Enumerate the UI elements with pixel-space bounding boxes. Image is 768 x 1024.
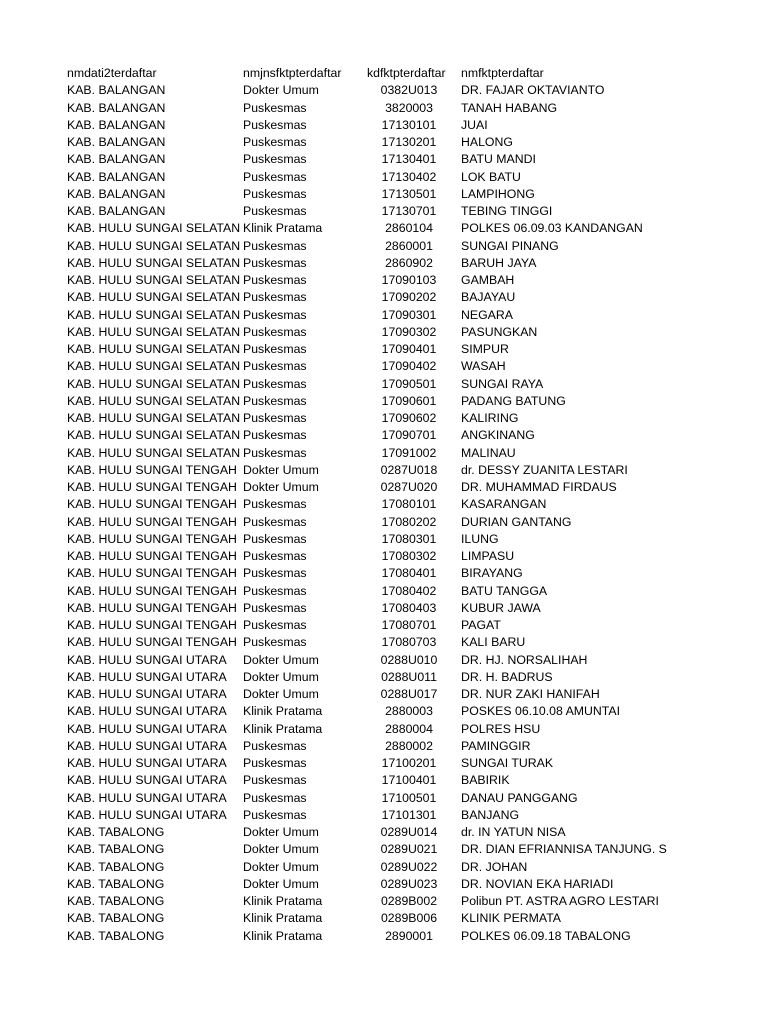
district-cell[interactable]: KAB. HULU SUNGAI SELATAN: [67, 393, 241, 408]
table-row: [67, 289, 757, 306]
facility-name-cell[interactable]: MALINAU: [461, 445, 516, 460]
district-cell[interactable]: KAB. TABALONG: [67, 825, 165, 839]
table-row: [67, 876, 757, 893]
facility-name-cell[interactable]: JUAI: [461, 117, 488, 132]
facility-code-cell[interactable]: 17080403: [381, 600, 437, 615]
facility-code-cell[interactable]: 17080302: [381, 549, 437, 563]
district-cell[interactable]: KAB. HULU SUNGAI UTARA: [67, 756, 227, 770]
facility-name-cell[interactable]: LOK BATU: [461, 169, 521, 184]
facility-code-cell[interactable]: 17090701: [381, 428, 437, 443]
facility-type-cell[interactable]: Puskesmas: [243, 342, 307, 356]
facility-type-cell[interactable]: Dokter Umum: [243, 825, 319, 839]
facility-code-cell[interactable]: 17090402: [381, 359, 437, 374]
district-cell[interactable]: KAB. HULU SUNGAI UTARA: [67, 773, 227, 788]
facility-code-cell[interactable]: 17080701: [381, 618, 437, 632]
district-cell[interactable]: KAB. BALANGAN: [67, 135, 166, 149]
facility-type-cell[interactable]: Puskesmas: [243, 273, 307, 287]
table-row: [67, 652, 757, 669]
district-cell[interactable]: KAB. HULU SUNGAI SELATAN: [67, 359, 241, 374]
facility-type-cell[interactable]: Puskesmas: [243, 428, 307, 443]
table-row: [67, 134, 757, 151]
facility-name-cell[interactable]: POLKES 06.09.03 KANDANGAN: [461, 221, 643, 236]
table-row: [67, 859, 757, 876]
facility-code-cell[interactable]: 17130701: [381, 204, 437, 218]
facility-type-cell[interactable]: Puskesmas: [243, 376, 307, 391]
table-row: [67, 721, 757, 738]
facility-code-cell[interactable]: 17100401: [381, 773, 437, 788]
district-cell[interactable]: KAB. TABALONG: [67, 894, 165, 908]
table-row: [67, 410, 757, 427]
facility-name-cell[interactable]: DR. MUHAMMAD FIRDAUS: [461, 480, 617, 494]
facility-code-cell[interactable]: 17130101: [381, 117, 437, 132]
facility-type-cell[interactable]: Puskesmas: [243, 566, 307, 581]
facility-code-cell[interactable]: 0288U017: [380, 687, 438, 701]
district-cell[interactable]: KAB. HULU SUNGAI TENGAH: [67, 635, 237, 650]
table-row: [67, 324, 757, 341]
facility-code-cell[interactable]: 0289U023: [380, 876, 438, 891]
facility-type-cell[interactable]: Puskesmas: [243, 514, 307, 529]
table-row: [67, 358, 757, 375]
table-row: [67, 548, 757, 565]
table-row: [67, 824, 757, 841]
facility-name-cell[interactable]: POLRES HSU: [461, 721, 541, 736]
table-row: [67, 531, 757, 548]
table-row: [67, 617, 757, 634]
district-cell[interactable]: KAB. BALANGAN: [67, 204, 166, 218]
header-kdfktpterdaftar[interactable]: kdfktpterdaftar: [367, 66, 446, 80]
district-cell[interactable]: KAB. HULU SUNGAI TENGAH: [67, 618, 237, 632]
facility-name-cell[interactable]: PASUNGKAN: [461, 324, 538, 339]
table-row: [67, 82, 757, 99]
facility-name-cell[interactable]: NEGARA: [461, 307, 513, 322]
facility-name-cell[interactable]: LAMPIHONG: [461, 186, 535, 201]
facility-name-cell[interactable]: BARUH JAYA: [461, 255, 537, 270]
facility-name-cell[interactable]: PAMINGGIR: [461, 738, 531, 753]
facility-code-cell[interactable]: 17090302: [381, 324, 437, 339]
district-cell[interactable]: KAB. HULU SUNGAI TENGAH: [67, 497, 237, 512]
facility-name-cell[interactable]: DURIAN GANTANG: [461, 514, 572, 529]
district-cell[interactable]: KAB. BALANGAN: [67, 152, 166, 167]
facility-name-cell[interactable]: PAGAT: [461, 618, 501, 632]
district-cell[interactable]: KAB. TABALONG: [67, 842, 165, 857]
facility-name-cell[interactable]: KLINIK PERMATA: [461, 911, 561, 926]
facility-code-cell[interactable]: 17090103: [381, 273, 437, 287]
district-cell[interactable]: KAB. HULU SUNGAI SELATAN: [67, 324, 241, 339]
facility-code-cell[interactable]: 17130501: [381, 186, 437, 201]
facility-code-cell[interactable]: 17130402: [381, 169, 437, 184]
facility-type-cell[interactable]: Dokter Umum: [243, 859, 319, 874]
table-row: [67, 583, 757, 600]
district-cell[interactable]: KAB. HULU SUNGAI SELATAN: [67, 255, 241, 270]
facility-name-cell[interactable]: DR. JOHAN: [461, 859, 528, 874]
facility-type-cell[interactable]: Puskesmas: [243, 100, 307, 115]
table-row: [67, 669, 757, 686]
facility-code-cell[interactable]: 17080402: [381, 583, 437, 598]
table-row: [67, 893, 757, 910]
facility-type-cell[interactable]: Puskesmas: [243, 583, 307, 598]
facility-type-cell[interactable]: Puskesmas: [243, 773, 307, 788]
table-row: [67, 514, 757, 531]
header-nmjnsfktpterdaftar[interactable]: nmjnsfktpterdaftar: [243, 66, 342, 80]
facility-type-cell[interactable]: Puskesmas: [243, 238, 307, 253]
facility-type-cell[interactable]: Puskesmas: [243, 169, 307, 184]
facility-name-cell[interactable]: KASARANGAN: [461, 497, 547, 512]
facility-name-cell[interactable]: KUBUR JAWA: [461, 600, 541, 615]
district-cell[interactable]: KAB. HULU SUNGAI TENGAH: [67, 583, 237, 598]
facility-name-cell[interactable]: DR. FAJAR OKTAVIANTO: [461, 83, 605, 98]
district-cell[interactable]: KAB. HULU SUNGAI UTARA: [67, 721, 227, 736]
district-cell[interactable]: KAB. HULU SUNGAI SELATAN: [67, 428, 241, 443]
district-cell[interactable]: KAB. HULU SUNGAI SELATAN: [67, 221, 241, 236]
facility-code-cell[interactable]: 17090202: [381, 290, 437, 305]
facility-name-cell[interactable]: KALIRING: [461, 411, 519, 425]
facility-code-cell[interactable]: 2890001: [385, 928, 433, 943]
facility-code-cell[interactable]: 17130201: [381, 135, 437, 149]
table-row: [67, 169, 757, 186]
table-row: [67, 565, 757, 582]
table-row: [67, 203, 757, 220]
facility-code-cell[interactable]: 17090301: [381, 307, 437, 322]
facility-name-cell[interactable]: Polibun PT. ASTRA AGRO LESTARI: [461, 894, 659, 908]
facility-name-cell[interactable]: ILUNG: [461, 531, 499, 546]
district-cell[interactable]: KAB. TABALONG: [67, 859, 165, 874]
facility-type-cell[interactable]: Klinik Pratama: [243, 721, 323, 736]
facility-type-cell[interactable]: Dokter Umum: [243, 876, 319, 891]
facility-name-cell[interactable]: DR. NOVIAN EKA HARIADI: [461, 876, 614, 891]
facility-type-cell[interactable]: Puskesmas: [243, 618, 307, 632]
facility-code-cell[interactable]: 17090501: [381, 376, 437, 391]
facility-code-cell[interactable]: 2860104: [385, 221, 433, 236]
facility-name-cell[interactable]: BATU TANGGA: [461, 583, 548, 598]
facility-name-cell[interactable]: TANAH HABANG: [461, 100, 558, 115]
table-row: [67, 910, 757, 927]
facility-code-cell[interactable]: 17090602: [381, 411, 437, 425]
table-row: [67, 151, 757, 168]
facility-code-cell[interactable]: 17101301: [381, 807, 437, 822]
facility-name-cell[interactable]: HALONG: [461, 135, 513, 149]
table-row: [67, 393, 757, 410]
district-cell[interactable]: KAB. HULU SUNGAI UTARA: [67, 669, 227, 684]
facility-name-cell[interactable]: POLKES 06.09.18 TABALONG: [461, 928, 631, 943]
district-cell[interactable]: KAB. TABALONG: [67, 876, 165, 891]
facility-code-cell[interactable]: 0289B006: [380, 911, 438, 926]
facility-type-cell[interactable]: Puskesmas: [243, 135, 307, 149]
facility-type-cell[interactable]: Puskesmas: [243, 549, 307, 563]
district-cell[interactable]: KAB. HULU SUNGAI UTARA: [67, 652, 227, 667]
facility-type-cell[interactable]: Puskesmas: [243, 152, 307, 167]
facility-name-cell[interactable]: DR. HJ. NORSALIHAH: [461, 652, 588, 667]
facility-type-cell[interactable]: Klinik Pratama: [243, 221, 323, 236]
facility-name-cell[interactable]: DR. NUR ZAKI HANIFAH: [461, 687, 600, 701]
facility-code-cell[interactable]: 0382U013: [380, 83, 438, 98]
district-cell[interactable]: KAB. BALANGAN: [67, 117, 166, 132]
facility-type-cell[interactable]: Puskesmas: [243, 635, 307, 650]
facility-name-cell[interactable]: SUNGAI PINANG: [461, 238, 559, 253]
facility-name-cell[interactable]: BABIRIK: [461, 773, 510, 788]
facility-type-cell[interactable]: Puskesmas: [243, 807, 307, 822]
table-row: [67, 462, 757, 479]
facility-type-cell[interactable]: Dokter Umum: [243, 83, 319, 98]
district-cell[interactable]: KAB. BALANGAN: [67, 169, 166, 184]
district-cell[interactable]: KAB. HULU SUNGAI UTARA: [67, 807, 227, 822]
district-cell[interactable]: KAB. HULU SUNGAI SELATAN: [67, 445, 241, 460]
facility-code-cell[interactable]: 2880002: [385, 738, 433, 753]
facility-type-cell[interactable]: Puskesmas: [243, 445, 307, 460]
facility-type-cell[interactable]: Puskesmas: [243, 307, 307, 322]
district-cell[interactable]: KAB. HULU SUNGAI SELATAN: [67, 307, 241, 322]
facility-type-cell[interactable]: Klinik Pratama: [243, 928, 323, 943]
facility-name-cell[interactable]: POSKES 06.10.08 AMUNTAI: [461, 704, 621, 719]
district-cell[interactable]: KAB. HULU SUNGAI SELATAN: [67, 273, 241, 287]
facility-name-cell[interactable]: BANJANG: [461, 807, 520, 822]
district-cell[interactable]: KAB. HULU SUNGAI TENGAH: [67, 531, 237, 546]
facility-type-cell[interactable]: Puskesmas: [243, 790, 307, 805]
table-row: [67, 738, 757, 755]
district-cell[interactable]: KAB. HULU SUNGAI SELATAN: [67, 376, 241, 391]
district-cell[interactable]: KAB. BALANGAN: [67, 186, 166, 201]
district-cell[interactable]: KAB. TABALONG: [67, 911, 165, 926]
facility-type-cell[interactable]: Puskesmas: [243, 117, 307, 132]
table-row: [67, 790, 757, 807]
table-row: [67, 255, 757, 272]
district-cell[interactable]: KAB. HULU SUNGAI TENGAH: [67, 514, 237, 529]
facility-code-cell[interactable]: 17080301: [381, 531, 437, 546]
table-row: [67, 307, 757, 324]
facility-type-cell[interactable]: Dokter Umum: [243, 480, 319, 494]
facility-name-cell[interactable]: WASAH: [461, 359, 506, 374]
facility-code-cell[interactable]: 17100201: [381, 756, 437, 770]
table-row: [67, 772, 757, 789]
district-cell[interactable]: KAB. BALANGAN: [67, 100, 166, 115]
facility-name-cell[interactable]: PADANG BATUNG: [461, 393, 566, 408]
facility-type-cell[interactable]: Puskesmas: [243, 600, 307, 615]
facility-name-cell[interactable]: TEBING TINGGI: [461, 204, 553, 218]
facility-type-cell[interactable]: Dokter Umum: [243, 652, 319, 667]
facility-code-cell[interactable]: 17091002: [381, 445, 437, 460]
facility-type-cell[interactable]: Puskesmas: [243, 531, 307, 546]
district-cell[interactable]: KAB. TABALONG: [67, 928, 165, 943]
facility-type-cell[interactable]: Dokter Umum: [243, 462, 319, 477]
district-cell[interactable]: KAB. BALANGAN: [67, 83, 166, 98]
facility-code-cell[interactable]: 0289U022: [380, 859, 438, 874]
facility-type-cell[interactable]: Puskesmas: [243, 411, 307, 425]
facility-code-cell[interactable]: 0289U014: [380, 825, 438, 839]
facility-code-cell[interactable]: 0289B002: [380, 894, 438, 908]
table-row: [67, 928, 757, 945]
district-cell[interactable]: KAB. HULU SUNGAI TENGAH: [67, 462, 237, 477]
district-cell[interactable]: KAB. HULU SUNGAI TENGAH: [67, 549, 237, 563]
table-row: [67, 117, 757, 134]
table-body: [67, 82, 757, 945]
table-row: [67, 427, 757, 444]
table-row: [67, 496, 757, 513]
table-row: [67, 686, 757, 703]
facility-type-cell[interactable]: Puskesmas: [243, 393, 307, 408]
facility-name-cell[interactable]: BAJAYAU: [461, 290, 516, 305]
district-cell[interactable]: KAB. HULU SUNGAI SELATAN: [67, 411, 241, 425]
table-row: [67, 376, 757, 393]
facility-type-cell[interactable]: Puskesmas: [243, 756, 307, 770]
facility-type-cell[interactable]: Klinik Pratama: [243, 704, 323, 719]
facility-type-cell[interactable]: Puskesmas: [243, 497, 307, 512]
facility-code-cell[interactable]: 2880003: [385, 704, 433, 719]
facility-code-cell[interactable]: 0289U021: [380, 842, 438, 857]
district-cell[interactable]: KAB. HULU SUNGAI TENGAH: [67, 600, 237, 615]
table-row: [67, 634, 757, 651]
district-cell[interactable]: KAB. HULU SUNGAI SELATAN: [67, 342, 241, 356]
facility-type-cell[interactable]: Puskesmas: [243, 359, 307, 374]
facility-type-cell[interactable]: Dokter Umum: [243, 687, 319, 701]
facility-code-cell[interactable]: 17090601: [381, 393, 437, 408]
facility-code-cell[interactable]: 17090401: [381, 342, 437, 356]
facility-code-cell[interactable]: 17100501: [381, 790, 437, 805]
table-row: [67, 755, 757, 772]
facility-name-cell[interactable]: BIRAYANG: [461, 566, 523, 581]
facility-code-cell[interactable]: 17080101: [381, 497, 437, 512]
table-row: [67, 445, 757, 462]
facility-type-cell[interactable]: Dokter Umum: [243, 669, 319, 684]
facility-name-cell[interactable]: SIMPUR: [461, 342, 509, 356]
facility-code-cell[interactable]: 17080401: [381, 566, 437, 581]
facility-code-cell[interactable]: 2860902: [385, 255, 433, 270]
facility-type-cell[interactable]: Klinik Pratama: [243, 911, 323, 926]
facility-name-cell[interactable]: BATU MANDI: [461, 152, 536, 167]
facility-name-cell[interactable]: ANGKINANG: [461, 428, 535, 443]
table-row: [67, 272, 757, 289]
facility-name-cell[interactable]: DR. H. BADRUS: [461, 669, 553, 684]
facility-type-cell[interactable]: Puskesmas: [243, 186, 307, 201]
facility-name-cell[interactable]: dr. DESSY ZUANITA LESTARI: [461, 462, 628, 477]
facility-type-cell[interactable]: Dokter Umum: [243, 842, 319, 857]
table-row: [67, 341, 757, 358]
facility-name-cell[interactable]: DANAU PANGGANG: [461, 790, 578, 805]
facility-code-cell[interactable]: 0287U018: [380, 462, 438, 477]
spreadsheet-table: [67, 65, 757, 945]
facility-code-cell[interactable]: 0288U011: [381, 669, 437, 684]
facility-code-cell[interactable]: 3820003: [385, 100, 433, 115]
facility-type-cell[interactable]: Puskesmas: [243, 255, 307, 270]
facility-name-cell[interactable]: GAMBAH: [461, 273, 515, 287]
facility-type-cell[interactable]: Puskesmas: [243, 204, 307, 218]
facility-code-cell[interactable]: 2860001: [385, 238, 433, 253]
facility-type-cell[interactable]: Klinik Pratama: [243, 894, 323, 908]
facility-type-cell[interactable]: Puskesmas: [243, 290, 307, 305]
table-row: [67, 841, 757, 858]
district-cell[interactable]: KAB. HULU SUNGAI UTARA: [67, 790, 227, 805]
facility-name-cell[interactable]: LIMPASU: [461, 549, 515, 563]
facility-name-cell[interactable]: KALI BARU: [461, 635, 526, 650]
table-row: [67, 479, 757, 496]
header-row: [67, 65, 757, 82]
header-nmdati2terdaftar[interactable]: nmdati2terdaftar: [67, 66, 157, 80]
header-nmfktpterdaftar[interactable]: nmfktpterdaftar: [461, 66, 544, 80]
district-cell[interactable]: KAB. HULU SUNGAI SELATAN: [67, 290, 241, 305]
table-row: [67, 703, 757, 720]
facility-code-cell[interactable]: 2880004: [385, 721, 433, 736]
table-row: [67, 238, 757, 255]
district-cell[interactable]: KAB. HULU SUNGAI UTARA: [67, 738, 227, 753]
district-cell[interactable]: KAB. HULU SUNGAI TENGAH: [67, 480, 237, 494]
facility-name-cell[interactable]: DR. DIAN EFRIANNISA TANJUNG. S: [461, 842, 667, 857]
district-cell[interactable]: KAB. HULU SUNGAI TENGAH: [67, 566, 237, 581]
facility-type-cell[interactable]: Puskesmas: [243, 324, 307, 339]
facility-code-cell[interactable]: 17080703: [381, 635, 437, 650]
facility-code-cell[interactable]: 17080202: [381, 514, 437, 529]
table-row: [67, 220, 757, 237]
facility-type-cell[interactable]: Puskesmas: [243, 738, 307, 753]
facility-name-cell[interactable]: dr. IN YATUN NISA: [461, 825, 566, 839]
district-cell[interactable]: KAB. HULU SUNGAI UTARA: [67, 687, 227, 701]
district-cell[interactable]: KAB. HULU SUNGAI UTARA: [67, 704, 227, 719]
table-row: [67, 600, 757, 617]
facility-code-cell[interactable]: 0288U010: [380, 652, 438, 667]
table-row: [67, 100, 757, 117]
table-row: [67, 807, 757, 824]
district-cell[interactable]: KAB. HULU SUNGAI SELATAN: [67, 238, 241, 253]
facility-name-cell[interactable]: SUNGAI TURAK: [461, 756, 554, 770]
table-row: [67, 186, 757, 203]
facility-name-cell[interactable]: SUNGAI RAYA: [461, 376, 544, 391]
facility-code-cell[interactable]: 0287U020: [380, 480, 438, 494]
facility-code-cell[interactable]: 17130401: [381, 152, 437, 167]
